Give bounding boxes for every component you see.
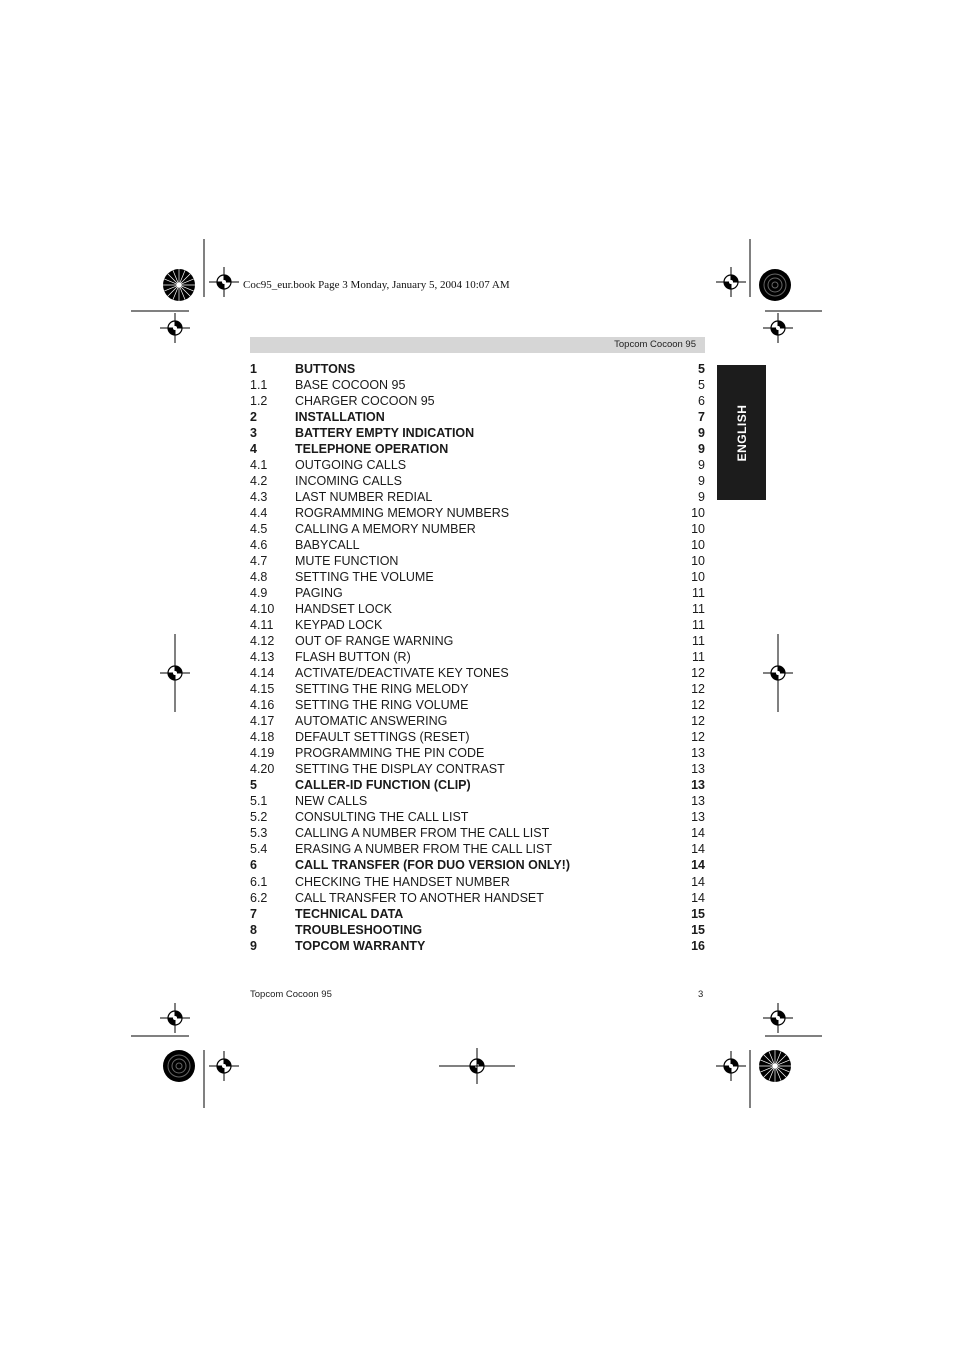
toc-entry-title: INSTALLATION [295,410,385,425]
toc-entry-number: 4.3 [250,490,268,505]
toc-entry-title: AUTOMATIC ANSWERING [295,714,448,729]
toc-entry-title: CHARGER COCOON 95 [295,394,435,409]
toc-entry-page: 12 [691,698,705,713]
toc-entry-number: 6.1 [250,874,268,889]
toc-entry[interactable] [250,793,705,809]
toc-entry[interactable] [250,537,705,553]
toc-entry-number: 4.11 [250,618,274,633]
toc-entry-title: PROGRAMMING THE PIN CODE [295,746,485,761]
toc-entry[interactable] [250,825,705,841]
toc-entry-number: 4.4 [250,506,268,521]
toc-entry[interactable] [250,553,705,569]
toc-entry-number: 4.10 [250,602,275,617]
toc-entry-page: 11 [692,618,705,633]
toc-entry-title: SETTING THE DISPLAY CONTRAST [295,762,505,777]
toc-entry[interactable] [250,729,705,745]
toc-entry-title: BABYCALL [295,538,360,553]
toc-entry-title: TECHNICAL DATA [295,906,404,921]
toc-entry[interactable] [250,473,705,489]
toc-entry-page: 14 [691,826,705,841]
toc-entry[interactable] [250,585,705,601]
toc-entry-page: 5 [698,378,705,393]
toc-entry-title: ACTIVATE/DEACTIVATE KEY TONES [295,666,509,681]
toc-entry-number: 4.15 [250,682,275,697]
running-header-title: Topcom Cocoon 95 [614,339,696,350]
toc-entry-number: 4.7 [250,554,268,569]
toc-entry-title: TELEPHONE OPERATION [295,442,449,457]
toc-entry-title: TOPCOM WARRANTY [295,938,426,953]
toc-entry-number: 5.1 [250,794,268,809]
toc-entry-title: SETTING THE RING VOLUME [295,698,469,713]
toc-entry[interactable] [250,874,705,890]
language-side-tab [717,365,766,500]
toc-entry-number: 4.13 [250,650,275,665]
toc-entry-number: 4.2 [250,474,268,489]
toc-entry-title: OUTGOING CALLS [295,458,407,473]
toc-entry-number: 4 [250,442,257,457]
toc-entry-title: SETTING THE VOLUME [295,570,434,585]
toc-entry-page: 10 [691,554,705,569]
toc-entry-page: 12 [691,730,705,745]
toc-entry-number: 8 [250,922,257,937]
toc-entry-page: 5 [698,362,705,376]
toc-entry[interactable] [250,457,705,473]
toc-entry-number: 3 [250,426,257,441]
toc-entry-number: 5 [250,778,257,793]
toc-entry-title: ERASING A NUMBER FROM THE CALL LIST [295,842,553,857]
toc-entry-page: 9 [698,474,705,489]
toc-entry-page: 11 [692,634,705,649]
toc-entry-page: 13 [691,794,705,809]
toc-entry[interactable] [250,425,705,441]
toc-entry-page: 10 [691,538,705,553]
toc-entry-page: 11 [692,586,705,601]
toc-entry-number: 4.20 [250,762,275,777]
toc-entry[interactable] [250,906,705,922]
toc-entry[interactable] [250,857,705,873]
toc-entry-page: 10 [691,570,705,585]
toc-entry-page: 11 [692,650,705,665]
toc-entry[interactable] [250,649,705,665]
running-header-bar [250,337,705,353]
toc-entry-number: 4.9 [250,586,268,601]
toc-entry-title: BASE COCOON 95 [295,378,406,393]
toc-entry-number: 6.2 [250,890,268,905]
toc-entry-page: 7 [698,410,705,425]
toc-entry[interactable] [250,633,705,649]
toc-entry[interactable] [250,617,705,633]
toc-entry[interactable] [250,697,705,713]
toc-entry-number: 4.17 [250,714,275,729]
toc-entry-title: BUTTONS [295,362,356,376]
toc-entry-number: 1 [250,362,257,376]
toc-entry[interactable] [250,841,705,857]
toc-entry-page: 16 [691,938,705,953]
toc-entry[interactable] [250,938,705,954]
toc-entry-title: KEYPAD LOCK [295,618,383,633]
toc-entry-page: 14 [691,858,705,873]
toc-entry-title: HANDSET LOCK [295,602,393,617]
toc-entry-number: 5.3 [250,826,268,841]
toc-entry-page: 9 [698,490,705,505]
toc-entry[interactable] [250,777,705,793]
toc-entry-title: MUTE FUNCTION [295,554,399,569]
toc-entry[interactable] [250,505,705,521]
toc-entry-page: 9 [698,458,705,473]
table-of-contents [250,361,705,954]
toc-entry-number: 1.2 [250,394,268,409]
language-side-tab-label: ENGLISH [734,404,749,461]
toc-entry-page: 12 [691,682,705,697]
toc-entry[interactable] [250,713,705,729]
toc-entry-number: 4.19 [250,746,275,761]
toc-entry[interactable] [250,361,705,377]
toc-entry[interactable] [250,809,705,825]
toc-entry-page: 6 [698,394,705,409]
footer-page-number: 3 [698,989,704,1000]
toc-entry-title: CALLING A NUMBER FROM THE CALL LIST [295,826,550,841]
toc-entry-page: 13 [691,810,705,825]
toc-entry-page: 11 [692,602,705,617]
toc-entry[interactable] [250,922,705,938]
toc-entry-number: 4.14 [250,666,275,681]
toc-entry-number: 4.12 [250,634,275,649]
toc-entry-page: 9 [698,442,705,457]
toc-entry-title: CALLING A MEMORY NUMBER [295,522,476,537]
toc-entry-page: 14 [691,890,705,905]
toc-entry-page: 10 [691,522,705,537]
toc-entry-number: 4.6 [250,538,268,553]
toc-entry-page: 15 [691,922,705,937]
toc-entry-page: 12 [691,666,705,681]
toc-entry-page: 10 [691,506,705,521]
footer-title: Topcom Cocoon 95 [250,989,332,1000]
toc-entry-page: 13 [691,762,705,777]
toc-entry-title: LAST NUMBER REDIAL [295,490,433,505]
toc-entry-number: 6 [250,858,257,873]
toc-entry[interactable] [250,890,705,906]
print-slug-line: Coc95_eur.book Page 3 Monday, January 5, 2004 10:07 AM [243,279,510,291]
toc-entry[interactable] [250,745,705,761]
toc-entry-page: 13 [691,778,705,793]
toc-entry-title: NEW CALLS [295,794,368,809]
toc-entry-page: 12 [691,714,705,729]
toc-entry-number: 4.1 [250,458,268,473]
toc-entry-title: SETTING THE RING MELODY [295,682,469,697]
toc-entry[interactable] [250,521,705,537]
toc-entry-number: 4.18 [250,730,275,745]
toc-entry[interactable] [250,489,705,505]
toc-entry-page: 15 [691,906,705,921]
toc-entry-title: BATTERY EMPTY INDICATION [295,426,475,441]
toc-entry[interactable] [250,409,705,425]
toc-entry-title: INCOMING CALLS [295,474,402,489]
toc-entry[interactable] [250,601,705,617]
toc-entry-number: 7 [250,906,257,921]
toc-entry[interactable] [250,665,705,681]
toc-entry-page: 14 [691,842,705,857]
toc-entry[interactable] [250,377,705,393]
toc-entry-number: 4.8 [250,570,268,585]
toc-entry-title: CALLER-ID FUNCTION (CLIP) [295,778,471,793]
toc-entry-number: 1.1 [250,378,268,393]
toc-entry-title: CHECKING THE HANDSET NUMBER [295,874,510,889]
toc-entry-title: PAGING [295,586,343,601]
toc-entry-page: 13 [691,746,705,761]
toc-entry-page: 14 [691,874,705,889]
toc-entry[interactable] [250,569,705,585]
toc-entry-number: 4.5 [250,522,268,537]
toc-entry-number: 2 [250,410,257,425]
toc-entry-title: CALL TRANSFER (FOR DUO VERSION ONLY!) [295,858,571,873]
toc-entry-title: OUT OF RANGE WARNING [295,634,454,649]
toc-entry-title: DEFAULT SETTINGS (RESET) [295,730,470,745]
toc-entry-title: ROGRAMMING MEMORY NUMBERS [295,506,510,521]
toc-entry-title: FLASH BUTTON (R) [295,650,411,665]
toc-entry-number: 9 [250,938,257,953]
toc-entry-title: CONSULTING THE CALL LIST [295,810,469,825]
toc-entry[interactable] [250,761,705,777]
toc-entry-number: 5.4 [250,842,268,857]
toc-entry[interactable] [250,393,705,409]
toc-entry[interactable] [250,441,705,457]
toc-entry-title: CALL TRANSFER TO ANOTHER HANDSET [295,890,544,905]
toc-entry-number: 4.16 [250,698,275,713]
toc-entry[interactable] [250,681,705,697]
toc-entry-title: TROUBLESHOOTING [295,922,423,937]
toc-entry-number: 5.2 [250,810,268,825]
toc-entry-page: 9 [698,426,705,441]
